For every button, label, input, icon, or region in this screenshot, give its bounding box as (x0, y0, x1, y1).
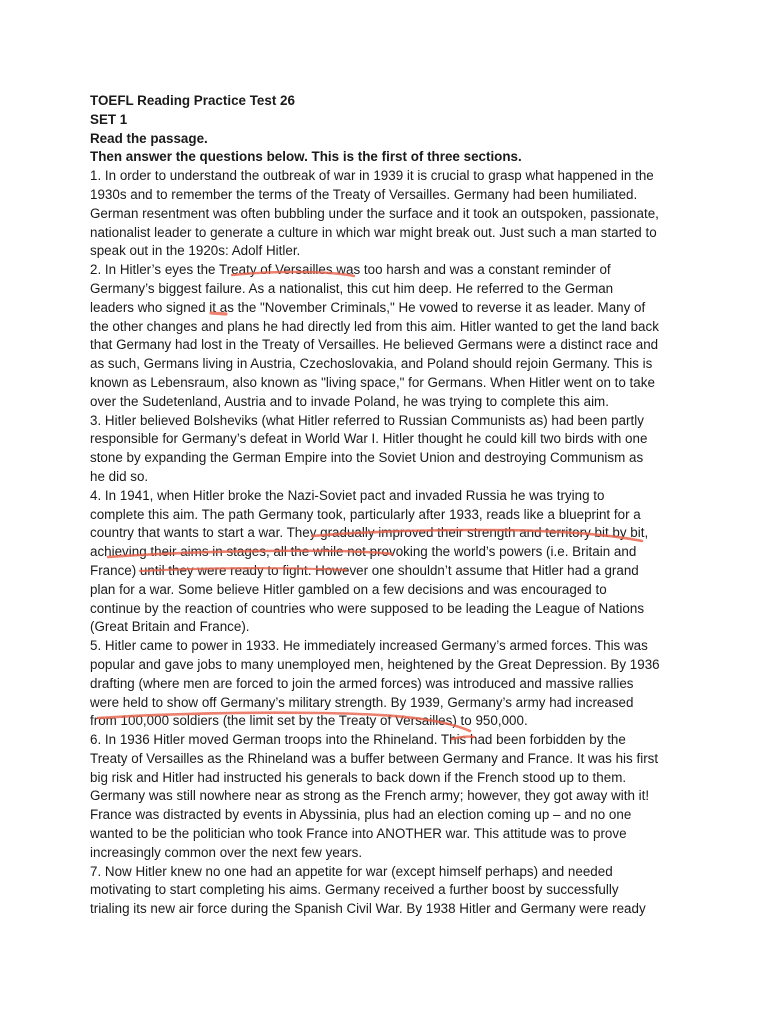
passage-line: were held to show off Germany’s military strength. By 1939, Germany’s army had increased (90, 694, 634, 710)
passage-line: 5. Hitler came to power in 1933. He immediately increased Germany’s armed forces. This was (90, 638, 648, 654)
passage-line: stone by expanding the German Empire into the Soviet Union and destroying Communism as (90, 450, 644, 466)
passage-line: 3. Hitler believed Bolsheviks (what Hitler referred to Russian Communists as) had been partly (90, 412, 644, 428)
passage-line: the other changes and plans he had directly led from this aim. Hitler wanted to get the land back (90, 318, 659, 334)
set-label: SET 1 (90, 111, 128, 127)
passage-line: as such, Germans living in Austria, Czechoslovakia, and Poland should rejoin Germany. This is (90, 356, 653, 372)
passage-line: complete this aim. The path Germany took, particularly after 1933, reads like a blueprint for a (90, 506, 641, 522)
passage-line: nationalist leader to generate a culture in which war might break out. Just such a man started to (90, 224, 657, 240)
passage-line: from 100,000 soldiers (the limit set by the Treaty of Versailles) to 950,000. (90, 713, 528, 729)
passage-line: he did so. (90, 468, 149, 484)
passage-line: that Germany had lost in the Treaty of Versailles. He believed Germans were a distinct race and (90, 337, 659, 353)
passage-line: achieving their aims in stages, all the while not provoking the world’s powers (i.e. Britain and (90, 544, 637, 560)
passage-line: 6. In 1936 Hitler moved German troops into the Rhineland. This had been forbidden by the (90, 732, 626, 748)
passage-line: 1. In order to understand the outbreak of war in 1939 it is crucial to grasp what happened in the (90, 168, 654, 184)
passage-line: Germany was still nowhere near as strong as the French army; however, they got away with it! (90, 788, 650, 804)
passage-line: speak out in the 1920s: Adolf Hitler. (90, 243, 301, 259)
instruction-read: Read the passage. (90, 130, 208, 146)
passage-line: wanted to be the politician who took France into ANOTHER war. This attitude was to prove (90, 826, 627, 842)
passage-line: motivating to start completing his aims. Germany received a further boost by successfully (90, 882, 619, 898)
passage-line: trialing its new air force during the Spanish Civil War. By 1938 Hitler and Germany were ready (90, 901, 646, 917)
passage-line: France) until they were ready to fight. However one shouldn’t assume that Hitler had a grand (90, 562, 639, 578)
passage-line: drafting (where men are forced to join the armed forces) was introduced and massive rallies (90, 675, 634, 691)
passage-line: 4. In 1941, when Hitler broke the Nazi-Soviet pact and invaded Russia he was trying to (90, 487, 605, 503)
passage-line: popular and gave jobs to many unemployed men, heightened by the Great Depression. By 1936 (90, 656, 660, 672)
passage-line: 7. Now Hitler knew no one had an appetite for war (except himself perhaps) and needed (90, 863, 613, 879)
passage-line: 1930s and to remember the terms of the Treaty of Versailles. Germany had been humiliated. (90, 186, 638, 202)
passage-line: plan for a war. Some believe Hitler gambled on a few decisions and was encouraged to (90, 581, 607, 597)
instruction-answer: Then answer the questions below. This is the first of three sections. (90, 149, 522, 165)
passage-line: known as Lebensraum, also known as "living space," for Germans. When Hitler went on to take (90, 374, 655, 390)
passage-line: country that wants to start a war. They gradually improved their strength and territory bit by bit, (90, 525, 649, 541)
passage-line: 2. In Hitler’s eyes the Treaty of Versailles was too harsh and was a constant reminder of (90, 262, 611, 278)
passage-line: Germany’s biggest failure. As a nationalist, this cut him deep. He referred to the German (90, 280, 614, 296)
passage-line: leaders who signed it as the "November Criminals," He vowed to reverse it as leader. Many of (90, 299, 646, 315)
passage-line: continue by the reaction of countries who were supposed to be leading the League of Nations (90, 600, 645, 616)
passage-line: Treaty of Versailles as the Rhineland was a buffer between Germany and France. It was his first (90, 750, 659, 766)
passage-line: over the Sudetenland, Austria and to invade Poland, he was trying to complete this aim. (90, 393, 609, 409)
passage-line: German resentment was often bubbling under the surface and it took an outspoken, passionate, (90, 205, 659, 221)
document-title: TOEFL Reading Practice Test 26 (90, 93, 295, 108)
passage-line: responsible for Germany’s defeat in World War I. Hitler thought he could kill two birds with one (90, 431, 648, 447)
passage-line: big risk and Hitler had instructed his generals to back down if the French stood up to them. (90, 769, 627, 785)
passage-line: (Great Britain and France). (90, 619, 250, 635)
document-page (90, 92, 690, 919)
passage-line: increasingly common over the next few years. (90, 844, 363, 860)
passage-line: France was distracted by events in Abyssinia, plus had an election coming up – and no one (90, 807, 632, 823)
